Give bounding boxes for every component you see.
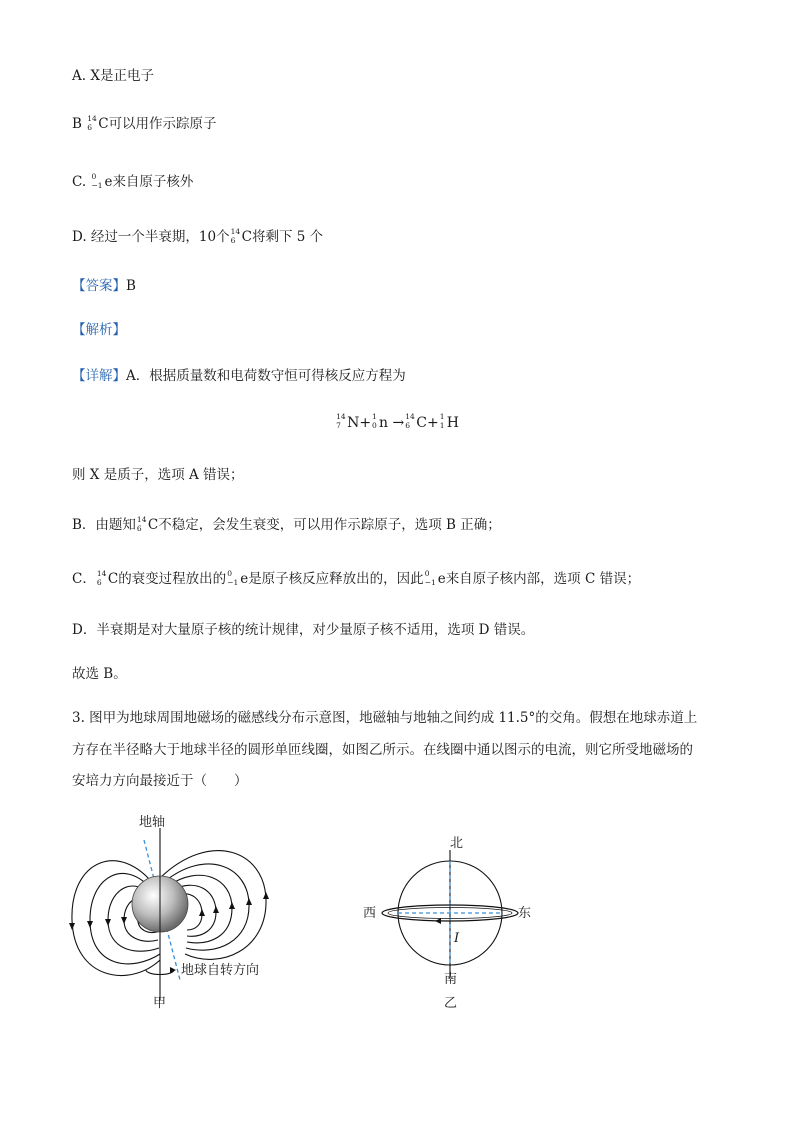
option-b-text: 可以用作示踪原子 xyxy=(108,116,217,132)
detail-conclusion: 故选 B。 xyxy=(72,666,127,682)
label-south: 南 xyxy=(444,972,458,987)
c14-sup: 14 6 xyxy=(405,412,415,430)
answer-value: B xyxy=(126,278,136,294)
detail-intro: 【详解】A．根据质量数和电荷数守恒可得核反应方程为 xyxy=(72,368,406,384)
option-d-prefix: D. 经过一个半衰期，10个 xyxy=(72,229,230,245)
n14-sup: 14 7 xyxy=(336,412,346,430)
option-d-symbol: C xyxy=(241,229,252,245)
figure-jia-diagram xyxy=(60,820,280,1020)
analysis-tag: 【解析】 xyxy=(72,322,126,338)
option-c-label: C. xyxy=(72,174,87,190)
reaction-arrow: → xyxy=(392,415,405,431)
detail-d: D．半衰期是对大量原子核的统计规律，对少量原子核不适用，选项 D 错误。 xyxy=(72,622,535,638)
option-d-text: 将剩下 5 个 xyxy=(251,229,324,245)
option-c-symbol: e xyxy=(104,174,113,190)
label-west: 西 xyxy=(363,906,377,921)
question3-line3: 安培力方向最接近于（ ） xyxy=(72,773,248,789)
answer-line xyxy=(72,276,136,296)
label-east: 东 xyxy=(518,906,532,921)
current-arrow xyxy=(435,918,441,924)
detail-b: B．由题知 14 6 C不稳定，会发生衰变，可以用作示踪原子，选项 B 正确； xyxy=(72,515,501,533)
analysis-line xyxy=(72,320,126,340)
detail-a-conclusion: 则 X 是质子，选项 A 错误； xyxy=(72,467,244,483)
option-b-label: B xyxy=(72,116,82,132)
label-north: 北 xyxy=(450,836,464,851)
label-current: I xyxy=(454,931,460,946)
c14-nuclide-sup: 14 6 xyxy=(87,114,97,132)
question3-line2: 方存在半径略大于地球半径的圆形单匝线圈，如图乙所示。在线圈中通以图示的电流，则它所受地磁场的 xyxy=(72,742,693,758)
nuclear-equation: 14 7 N+ 1 0 n → 14 6 C+ 1 1 H xyxy=(336,412,459,431)
question3-line1: 3. 图甲为地球周围地磁场的磁感线分布示意图，地磁轴与地轴之间约成 11.5°的交角。假想在地球赤道上 xyxy=(72,710,698,726)
c14-sup: 14 6 xyxy=(96,569,107,587)
c14-sup: 14 6 xyxy=(136,515,147,533)
hydrogen-sup: 1 1 xyxy=(439,412,445,430)
detail-tag: 【详解】 xyxy=(72,368,126,384)
neutron-sup: 1 0 xyxy=(372,412,377,430)
electron-sup: 0 −1 xyxy=(91,172,103,190)
electron-sup: 0 −1 xyxy=(227,569,239,587)
axis-label: 地轴 xyxy=(139,815,166,830)
figure-yi-caption: 乙 xyxy=(444,996,458,1011)
option-c xyxy=(72,172,193,192)
option-a: A. X是正电子 xyxy=(72,68,154,84)
detail-c: C． 14 6 C的衰变过程放出的 0 −1 e是原子核反应释放出的，因此 0 −1 e来自原子核内部，选项 C 错误； xyxy=(72,569,641,587)
answer-tag: 【答案】 xyxy=(72,278,126,294)
option-c-text: 来自原子核外 xyxy=(112,174,194,190)
option-d xyxy=(72,227,323,247)
rotation-label: 地球自转方向 xyxy=(181,963,260,978)
option-b xyxy=(72,114,217,134)
option-b-symbol: C xyxy=(98,116,109,132)
electron-sup: 0 −1 xyxy=(424,569,436,587)
c14-nuclide-sup: 14 6 xyxy=(230,227,241,245)
figure-jia-caption: 甲 xyxy=(153,996,167,1011)
